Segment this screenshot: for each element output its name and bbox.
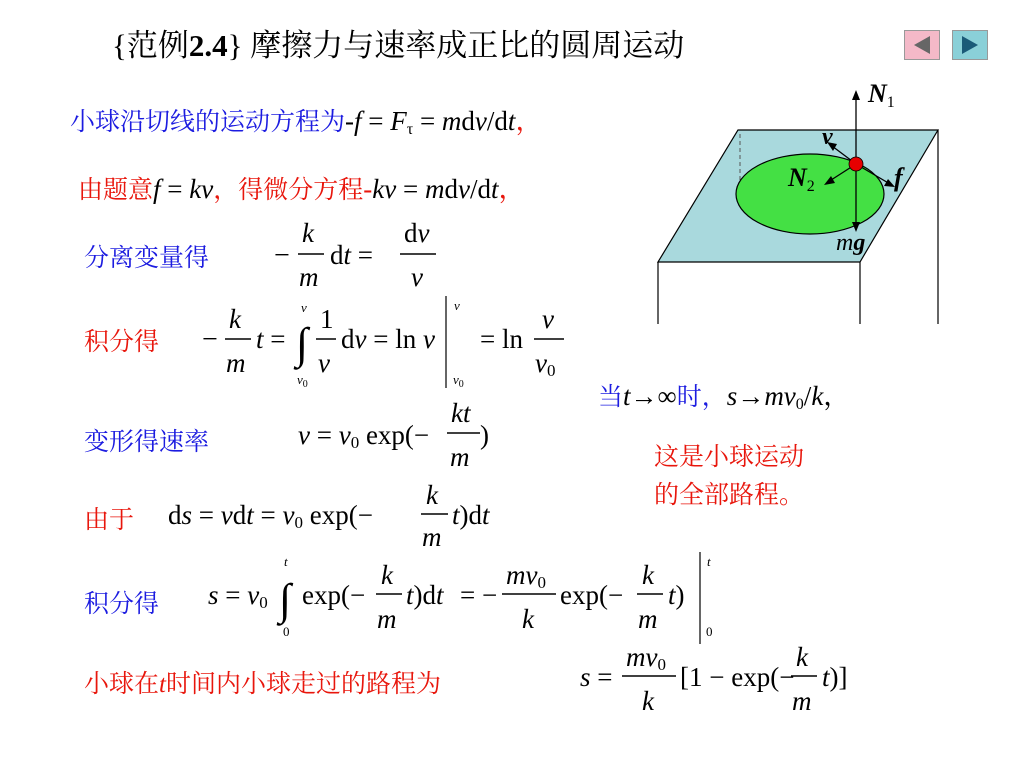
final-label-b: 时间内小球走过的路程为 [165,669,441,698]
svg-text:∫: ∫ [296,319,309,368]
integration-formula-2 [204,548,724,648]
svg-text:m: m [377,604,397,634]
separate-variables-label: 分离变量得 [84,243,210,272]
svg-text:t)dt: t)dt [406,580,444,610]
label-mg: mg [836,230,866,256]
label-f: f [894,163,903,192]
svg-text:m: m [226,348,246,378]
limit-when: 时， [676,382,727,411]
total-distance-note [654,438,804,514]
svg-text:v: v [411,262,423,292]
svg-text:v: v [318,348,330,378]
title-text: 摩擦力与速率成正比的圆周运动 [242,28,685,63]
svg-text:exp(−: exp(− [560,580,624,610]
limit-arrow: → [737,381,765,411]
svg-text:v: v [454,298,460,313]
title-open: {范例 [112,28,189,63]
label-v: v [822,124,833,150]
svg-text:k: k [426,480,438,510]
because-label: 由于 [84,505,135,534]
equation-of-motion-label: 小球沿切线的运动方程为 [70,107,346,136]
svg-text:v: v [301,300,307,315]
equation-of-motion-line [70,99,542,139]
note-line-1: 这是小球运动 [654,442,805,471]
svg-text:= −: = − [460,580,498,610]
ball [849,157,863,171]
limit-s: s [726,381,738,411]
final-distance-label [84,664,441,700]
svg-text:t): t) [668,580,685,610]
title-number: 2.4 [188,28,228,63]
svg-text:s =: s = [580,662,613,692]
limit-arrow-infinity: →∞ [630,381,677,411]
title-close: } [227,28,243,63]
svg-text:k: k [302,218,314,248]
svg-text:t =: t = [256,324,286,354]
limit-t: t [623,381,631,411]
svg-text:v: v [542,304,554,334]
label-N2: N2 [788,163,815,195]
svg-text:mv0: mv0 [626,642,666,674]
svg-text:dt =: dt = [330,240,373,270]
svg-text:0: 0 [283,624,290,639]
svg-text:kt: kt [451,398,471,428]
equation-of-motion-formula: $-f = F_\tau = mdv/dt$， [345,106,543,138]
svg-text:exp(−: exp(− [302,580,366,610]
svg-text:k: k [642,686,654,716]
svg-text:mv0: mv0 [506,560,546,592]
page-title [112,20,684,65]
svg-text:−: − [274,240,290,271]
svg-text:1: 1 [320,304,334,334]
integration-formula-1 [198,292,578,392]
svg-text:v0: $v_0$ [453,372,464,390]
svg-text:k: k [522,604,534,634]
differential-equation-line [78,167,525,206]
svg-text:k: k [642,560,654,590]
velocity-label: 变形得速率 [84,427,210,456]
triangle-left-icon [905,31,939,59]
final-t: t [159,671,166,698]
svg-text:m: m [450,442,470,472]
svg-text:k: k [796,642,808,672]
svg-text:v = v0 exp(−: v = v0 exp(− [298,420,430,452]
note-line-2: 的全部路程。 [654,480,805,509]
svg-text:dv = ln v: dv = ln v [341,324,435,354]
svg-text:v0: $v_0$ [297,372,308,390]
prev-slide-button[interactable] [904,30,940,60]
svg-text:t: t [284,554,288,569]
velocity-formula [296,398,506,478]
svg-text:m: m [638,604,658,634]
separate-variables-formula [272,212,452,302]
svg-text:= ln: = ln [480,324,523,354]
integrate-label-2: 积分得 [84,589,160,618]
svg-text:m: m [792,686,812,716]
differential-equation-formula: -kv = mdv/dt， [363,174,526,204]
integrate-label-1: 积分得 [84,327,160,356]
svg-text:t: t [707,554,711,569]
svg-text:[1 − exp(−: [1 − exp(− [680,662,795,692]
displacement-formula [166,478,516,558]
final-distance-formula [578,640,868,720]
svg-text:): ) [480,420,489,450]
differential-equation-label: ，得微分方程 [213,175,364,204]
svg-text:dv: dv [404,218,430,248]
label-N1: N1 [868,79,895,111]
limit-prefix: 当 [598,382,624,411]
svg-text:k: k [381,560,393,590]
svg-text:ds = vdt = v0 exp(−: ds = vdt = v0 exp(− [168,500,373,532]
svg-text:v0: v0 [535,348,556,380]
svg-text:s = v0: s = v0 [208,580,268,612]
svg-text:t)]: t)] [822,662,848,692]
svg-text:m: m [299,262,319,292]
final-label-a: 小球在 [84,669,160,698]
svg-text:m: m [422,522,442,552]
triangle-right-icon [953,31,987,59]
svg-text:−: − [202,324,218,355]
svg-text:t)dt: t)dt [452,500,490,530]
limit-statement: 当t→∞时，$s\to mv_0/k$， [598,381,851,413]
given-label: 由题意 [78,175,154,204]
next-slide-button[interactable] [952,30,988,60]
friction-formula: f = kv [153,174,214,204]
svg-text:∫: ∫ [279,575,292,624]
svg-text:k: k [229,304,241,334]
circular-motion-diagram [640,76,980,336]
svg-text:0: 0 [706,624,713,639]
